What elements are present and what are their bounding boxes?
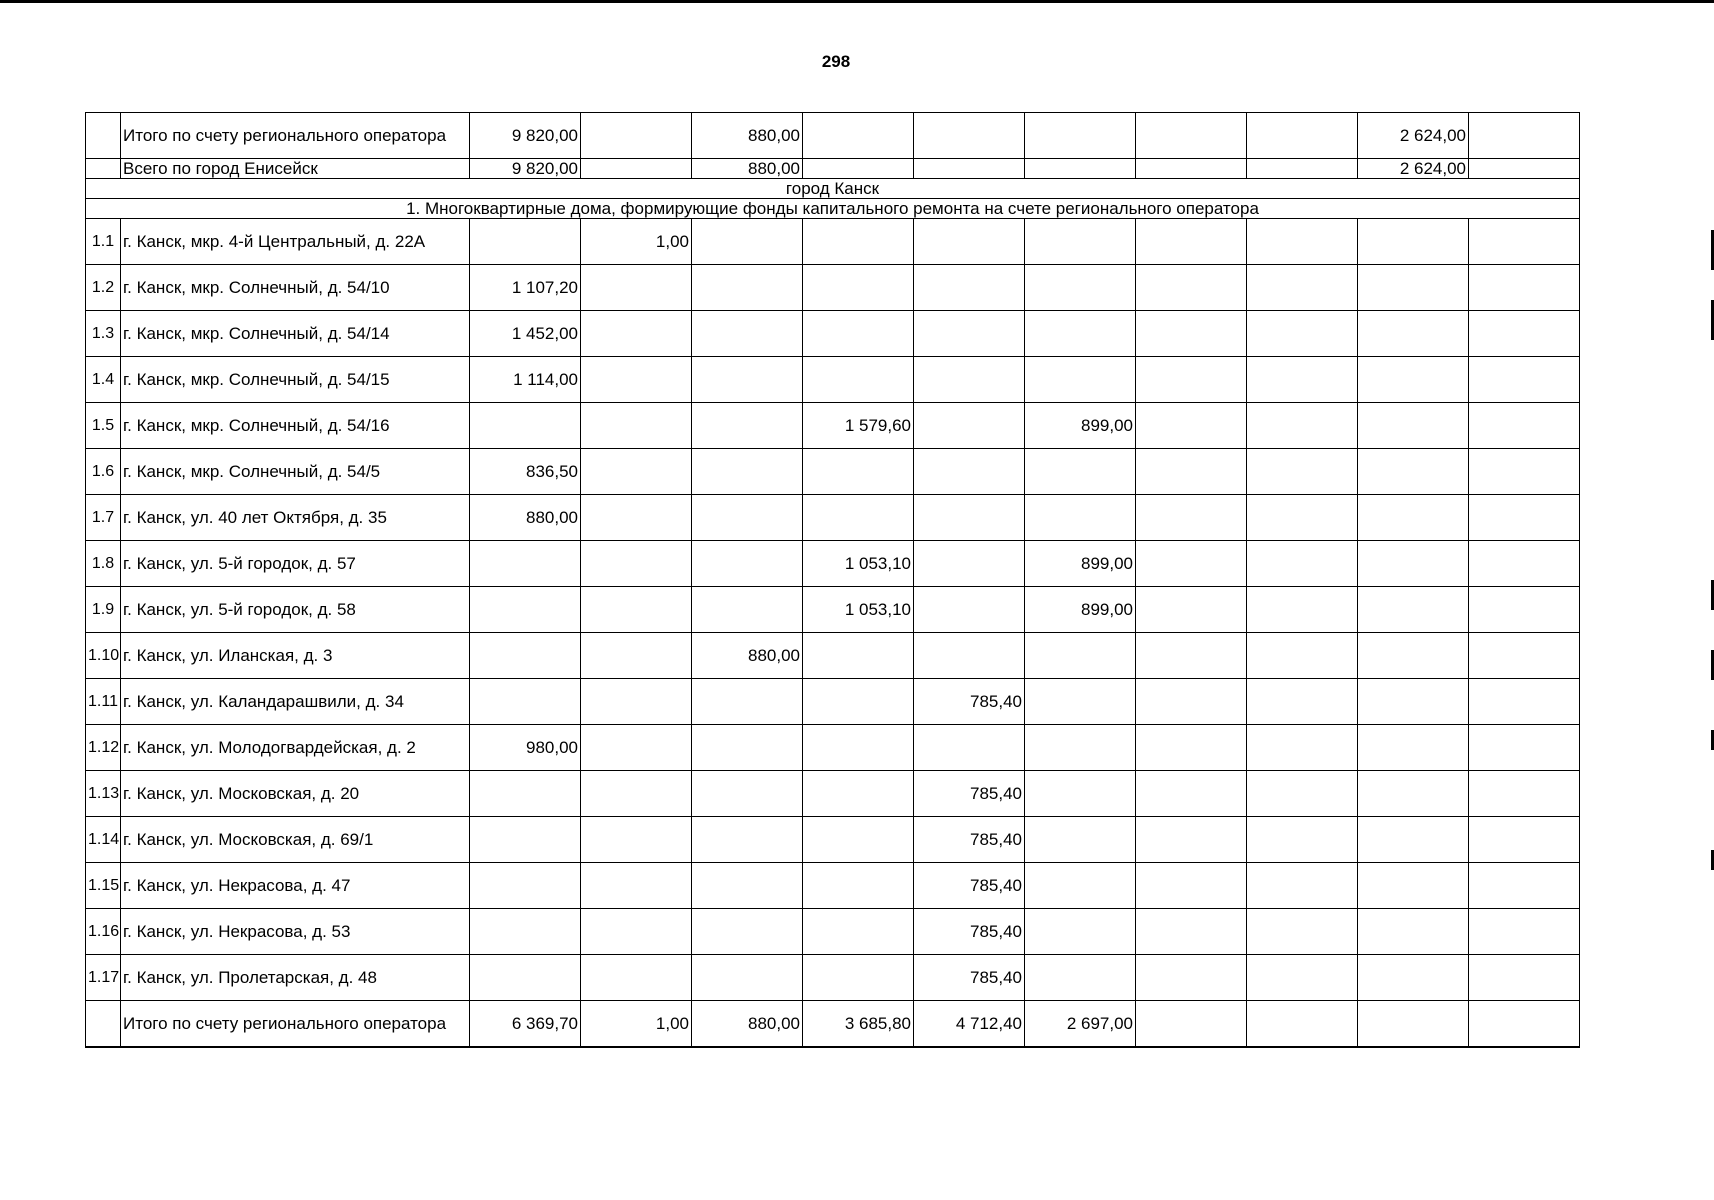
- row-index: 1.12: [86, 725, 121, 771]
- table-row: [86, 311, 1580, 357]
- value-cell-c2: [581, 863, 692, 909]
- value-cell-c4: 1 053,10: [803, 541, 914, 587]
- value-cell-c3: [692, 587, 803, 633]
- value-cell-c7: [1136, 955, 1247, 1001]
- row-index: 1.17: [86, 955, 121, 1001]
- row-label: г. Канск, ул. Московская, д. 69/1: [121, 817, 470, 863]
- value-cell-c7: [1136, 113, 1247, 159]
- value-cell-c6: [1025, 817, 1136, 863]
- value-cell-c4: [803, 311, 914, 357]
- value-cell-c8: [1247, 311, 1358, 357]
- value-cell-c2: [581, 817, 692, 863]
- row-label: г. Канск, ул. Каландарашвили, д. 34: [121, 679, 470, 725]
- value-cell-c7: [1136, 587, 1247, 633]
- value-cell-c5: [914, 265, 1025, 311]
- row-index: 1.14: [86, 817, 121, 863]
- value-cell-c3: [692, 403, 803, 449]
- row-index: 1.8: [86, 541, 121, 587]
- value-cell-c9: [1358, 219, 1469, 265]
- row-index: 1.1: [86, 219, 121, 265]
- value-cell-c9: [1358, 449, 1469, 495]
- value-cell-c5: [914, 541, 1025, 587]
- row-label: г. Канск, ул. 40 лет Октября, д. 35: [121, 495, 470, 541]
- value-cell-c10: [1469, 1001, 1580, 1048]
- value-cell-c5: 785,40: [914, 817, 1025, 863]
- value-cell-c10: [1469, 725, 1580, 771]
- section-heading: 1. Многоквартирные дома, формирующие фонды капитального ремонта на счете регионального оператора: [86, 199, 1580, 219]
- value-cell-c5: 785,40: [914, 679, 1025, 725]
- value-cell-c3: [692, 725, 803, 771]
- value-cell-c2: [581, 357, 692, 403]
- value-cell-c4: [803, 955, 914, 1001]
- row-index: 1.3: [86, 311, 121, 357]
- value-cell-c1: [470, 955, 581, 1001]
- row-label: г. Канск, мкр. Солнечный, д. 54/15: [121, 357, 470, 403]
- row-label: г. Канск, ул. 5-й городок, д. 58: [121, 587, 470, 633]
- table-row: [86, 587, 1580, 633]
- value-cell-c7: [1136, 495, 1247, 541]
- value-cell-c9: [1358, 771, 1469, 817]
- row-index: 1.11: [86, 679, 121, 725]
- value-cell-c5: [914, 357, 1025, 403]
- value-cell-c2: [581, 541, 692, 587]
- value-cell-c6: 899,00: [1025, 541, 1136, 587]
- value-cell-c6: 2 697,00: [1025, 1001, 1136, 1048]
- value-cell-c7: [1136, 219, 1247, 265]
- row-label: г. Канск, мкр. Солнечный, д. 54/16: [121, 403, 470, 449]
- value-cell-c5: [914, 113, 1025, 159]
- value-cell-c2: [581, 587, 692, 633]
- value-cell-c4: 1 053,10: [803, 587, 914, 633]
- row-label: г. Канск, ул. Некрасова, д. 47: [121, 863, 470, 909]
- value-cell-c7: [1136, 449, 1247, 495]
- value-cell-c5: 785,40: [914, 863, 1025, 909]
- value-cell-c10: [1469, 113, 1580, 159]
- table-row: [86, 541, 1580, 587]
- row-label: г. Канск, ул. Молодогвардейская, д. 2: [121, 725, 470, 771]
- value-cell-c10: [1469, 159, 1580, 179]
- value-cell-c3: [692, 357, 803, 403]
- value-cell-c5: [914, 311, 1025, 357]
- value-cell-c2: [581, 113, 692, 159]
- value-cell-c2: [581, 633, 692, 679]
- row-index: 1.10: [86, 633, 121, 679]
- table-row: [86, 725, 1580, 771]
- value-cell-c3: [692, 909, 803, 955]
- value-cell-c1: 9 820,00: [470, 159, 581, 179]
- value-cell-c4: [803, 725, 914, 771]
- value-cell-c1: 1 107,20: [470, 265, 581, 311]
- value-cell-c1: [470, 679, 581, 725]
- value-cell-c2: [581, 679, 692, 725]
- value-cell-c7: [1136, 311, 1247, 357]
- value-cell-c7: [1136, 863, 1247, 909]
- value-cell-c8: [1247, 725, 1358, 771]
- value-cell-c8: [1247, 587, 1358, 633]
- total-row: [86, 1001, 1580, 1048]
- row-index: [86, 1001, 121, 1048]
- value-cell-c6: [1025, 449, 1136, 495]
- value-cell-c8: [1247, 113, 1358, 159]
- value-cell-c8: [1247, 679, 1358, 725]
- value-cell-c4: [803, 633, 914, 679]
- row-index: 1.5: [86, 403, 121, 449]
- value-cell-c6: [1025, 955, 1136, 1001]
- value-cell-c10: [1469, 863, 1580, 909]
- value-cell-c2: [581, 265, 692, 311]
- value-cell-c8: [1247, 633, 1358, 679]
- top-border-rule: [0, 0, 1714, 3]
- value-cell-c1: [470, 541, 581, 587]
- table-row: [86, 955, 1580, 1001]
- value-cell-c5: [914, 219, 1025, 265]
- value-cell-c5: [914, 159, 1025, 179]
- value-cell-c4: 3 685,80: [803, 1001, 914, 1048]
- table-row: [86, 633, 1580, 679]
- value-cell-c1: 980,00: [470, 725, 581, 771]
- value-cell-c4: 1 579,60: [803, 403, 914, 449]
- value-cell-c1: 6 369,70: [470, 1001, 581, 1048]
- value-cell-c7: [1136, 265, 1247, 311]
- value-cell-c1: [470, 403, 581, 449]
- row-index: 1.4: [86, 357, 121, 403]
- row-label: г. Канск, ул. Иланская, д. 3: [121, 633, 470, 679]
- value-cell-c6: [1025, 679, 1136, 725]
- value-cell-c10: [1469, 817, 1580, 863]
- value-cell-c7: [1136, 357, 1247, 403]
- value-cell-c8: [1247, 495, 1358, 541]
- value-cell-c3: 880,00: [692, 1001, 803, 1048]
- row-index: 1.13: [86, 771, 121, 817]
- value-cell-c5: [914, 587, 1025, 633]
- value-cell-c5: 785,40: [914, 955, 1025, 1001]
- row-index: 1.6: [86, 449, 121, 495]
- value-cell-c2: 1,00: [581, 219, 692, 265]
- row-label: г. Канск, мкр. Солнечный, д. 54/5: [121, 449, 470, 495]
- value-cell-c5: [914, 725, 1025, 771]
- row-index: 1.15: [86, 863, 121, 909]
- value-cell-c8: [1247, 771, 1358, 817]
- total-row: [86, 113, 1580, 159]
- value-cell-c1: [470, 633, 581, 679]
- value-cell-c10: [1469, 587, 1580, 633]
- value-cell-c6: [1025, 265, 1136, 311]
- value-cell-c10: [1469, 357, 1580, 403]
- value-cell-c5: [914, 633, 1025, 679]
- value-cell-c4: [803, 219, 914, 265]
- row-label: г. Канск, мкр. Солнечный, д. 54/10: [121, 265, 470, 311]
- value-cell-c7: [1136, 909, 1247, 955]
- table-row: [86, 357, 1580, 403]
- value-cell-c9: [1358, 1001, 1469, 1048]
- row-label: г. Канск, ул. Пролетарская, д. 48: [121, 955, 470, 1001]
- page-number: 298: [821, 52, 851, 71]
- value-cell-c9: 2 624,00: [1358, 159, 1469, 179]
- value-cell-c6: 899,00: [1025, 403, 1136, 449]
- table-row: [86, 265, 1580, 311]
- row-index: 1.9: [86, 587, 121, 633]
- value-cell-c9: [1358, 863, 1469, 909]
- value-cell-c10: [1469, 679, 1580, 725]
- value-cell-c8: [1247, 541, 1358, 587]
- value-cell-c7: [1136, 541, 1247, 587]
- value-cell-c9: [1358, 955, 1469, 1001]
- value-cell-c9: [1358, 679, 1469, 725]
- value-cell-c10: [1469, 449, 1580, 495]
- table-row: [86, 679, 1580, 725]
- total-row: [86, 159, 1580, 179]
- table-body: [86, 113, 1580, 1048]
- value-cell-c5: [914, 449, 1025, 495]
- value-cell-c10: [1469, 403, 1580, 449]
- city-heading-row: [86, 179, 1580, 199]
- value-cell-c9: [1358, 909, 1469, 955]
- row-label: Всего по город Енисейск: [121, 159, 470, 179]
- value-cell-c4: [803, 771, 914, 817]
- value-cell-c2: [581, 955, 692, 1001]
- value-cell-c2: [581, 403, 692, 449]
- row-label: г. Канск, ул. Московская, д. 20: [121, 771, 470, 817]
- value-cell-c6: [1025, 311, 1136, 357]
- value-cell-c2: [581, 311, 692, 357]
- value-cell-c6: 899,00: [1025, 587, 1136, 633]
- table-row: [86, 495, 1580, 541]
- value-cell-c7: [1136, 159, 1247, 179]
- value-cell-c3: [692, 771, 803, 817]
- table-row: [86, 771, 1580, 817]
- value-cell-c6: [1025, 771, 1136, 817]
- table-row: [86, 219, 1580, 265]
- value-cell-c3: 880,00: [692, 633, 803, 679]
- value-cell-c1: 836,50: [470, 449, 581, 495]
- value-cell-c4: [803, 679, 914, 725]
- value-cell-c6: [1025, 495, 1136, 541]
- value-cell-c9: 2 624,00: [1358, 113, 1469, 159]
- table-row: [86, 449, 1580, 495]
- value-cell-c8: [1247, 1001, 1358, 1048]
- value-cell-c4: [803, 495, 914, 541]
- value-cell-c2: [581, 495, 692, 541]
- value-cell-c6: [1025, 863, 1136, 909]
- value-cell-c8: [1247, 403, 1358, 449]
- value-cell-c2: 1,00: [581, 1001, 692, 1048]
- value-cell-c9: [1358, 541, 1469, 587]
- value-cell-c6: [1025, 725, 1136, 771]
- value-cell-c1: 9 820,00: [470, 113, 581, 159]
- value-cell-c7: [1136, 679, 1247, 725]
- value-cell-c4: [803, 113, 914, 159]
- value-cell-c3: 880,00: [692, 159, 803, 179]
- value-cell-c2: [581, 449, 692, 495]
- value-cell-c10: [1469, 909, 1580, 955]
- value-cell-c1: [470, 863, 581, 909]
- value-cell-c1: [470, 909, 581, 955]
- value-cell-c9: [1358, 495, 1469, 541]
- value-cell-c9: [1358, 633, 1469, 679]
- value-cell-c3: [692, 541, 803, 587]
- value-cell-c8: [1247, 863, 1358, 909]
- value-cell-c1: [470, 587, 581, 633]
- value-cell-c4: [803, 357, 914, 403]
- value-cell-c10: [1469, 541, 1580, 587]
- row-label: Итого по счету регионального оператора: [121, 1001, 470, 1048]
- value-cell-c8: [1247, 265, 1358, 311]
- value-cell-c5: [914, 403, 1025, 449]
- value-cell-c9: [1358, 357, 1469, 403]
- value-cell-c1: [470, 219, 581, 265]
- value-cell-c5: 4 712,40: [914, 1001, 1025, 1048]
- value-cell-c5: [914, 495, 1025, 541]
- value-cell-c2: [581, 771, 692, 817]
- repair-funds-table: [85, 112, 1580, 1048]
- row-index: 1.16: [86, 909, 121, 955]
- city-heading: город Канск: [86, 179, 1580, 199]
- value-cell-c10: [1469, 495, 1580, 541]
- value-cell-c2: [581, 909, 692, 955]
- value-cell-c10: [1469, 219, 1580, 265]
- value-cell-c10: [1469, 265, 1580, 311]
- value-cell-c1: 1 114,00: [470, 357, 581, 403]
- value-cell-c3: [692, 495, 803, 541]
- value-cell-c6: [1025, 219, 1136, 265]
- value-cell-c7: [1136, 725, 1247, 771]
- value-cell-c9: [1358, 817, 1469, 863]
- value-cell-c8: [1247, 449, 1358, 495]
- value-cell-c9: [1358, 265, 1469, 311]
- value-cell-c6: [1025, 159, 1136, 179]
- value-cell-c8: [1247, 159, 1358, 179]
- value-cell-c5: 785,40: [914, 771, 1025, 817]
- value-cell-c7: [1136, 633, 1247, 679]
- value-cell-c6: [1025, 113, 1136, 159]
- value-cell-c1: [470, 817, 581, 863]
- value-cell-c3: [692, 863, 803, 909]
- value-cell-c8: [1247, 357, 1358, 403]
- value-cell-c2: [581, 159, 692, 179]
- value-cell-c6: [1025, 357, 1136, 403]
- value-cell-c6: [1025, 909, 1136, 955]
- row-index: [86, 159, 121, 179]
- value-cell-c7: [1136, 403, 1247, 449]
- value-cell-c1: [470, 771, 581, 817]
- value-cell-c10: [1469, 633, 1580, 679]
- value-cell-c1: 880,00: [470, 495, 581, 541]
- value-cell-c7: [1136, 771, 1247, 817]
- value-cell-c4: [803, 863, 914, 909]
- value-cell-c3: [692, 449, 803, 495]
- row-label: г. Канск, ул. Некрасова, д. 53: [121, 909, 470, 955]
- row-index: 1.2: [86, 265, 121, 311]
- value-cell-c3: [692, 679, 803, 725]
- value-cell-c3: 880,00: [692, 113, 803, 159]
- value-cell-c8: [1247, 817, 1358, 863]
- table-row: [86, 817, 1580, 863]
- table-row: [86, 863, 1580, 909]
- value-cell-c9: [1358, 725, 1469, 771]
- value-cell-c3: [692, 265, 803, 311]
- row-label: Итого по счету регионального оператора: [121, 113, 470, 159]
- row-label: г. Канск, мкр. Солнечный, д. 54/14: [121, 311, 470, 357]
- value-cell-c10: [1469, 771, 1580, 817]
- value-cell-c9: [1358, 403, 1469, 449]
- value-cell-c3: [692, 817, 803, 863]
- value-cell-c8: [1247, 219, 1358, 265]
- value-cell-c4: [803, 909, 914, 955]
- value-cell-c4: [803, 817, 914, 863]
- value-cell-c1: 1 452,00: [470, 311, 581, 357]
- row-index: [86, 113, 121, 159]
- value-cell-c4: [803, 449, 914, 495]
- value-cell-c2: [581, 725, 692, 771]
- value-cell-c10: [1469, 311, 1580, 357]
- section-heading-row: [86, 199, 1580, 219]
- value-cell-c9: [1358, 311, 1469, 357]
- value-cell-c7: [1136, 1001, 1247, 1048]
- value-cell-c3: [692, 219, 803, 265]
- value-cell-c4: [803, 159, 914, 179]
- value-cell-c9: [1358, 587, 1469, 633]
- value-cell-c3: [692, 955, 803, 1001]
- value-cell-c8: [1247, 955, 1358, 1001]
- value-cell-c4: [803, 265, 914, 311]
- value-cell-c8: [1247, 909, 1358, 955]
- table-row: [86, 909, 1580, 955]
- value-cell-c10: [1469, 955, 1580, 1001]
- table-row: [86, 403, 1580, 449]
- row-index: 1.7: [86, 495, 121, 541]
- value-cell-c6: [1025, 633, 1136, 679]
- value-cell-c7: [1136, 817, 1247, 863]
- value-cell-c3: [692, 311, 803, 357]
- value-cell-c5: 785,40: [914, 909, 1025, 955]
- row-label: г. Канск, ул. 5-й городок, д. 57: [121, 541, 470, 587]
- row-label: г. Канск, мкр. 4-й Центральный, д. 22А: [121, 219, 470, 265]
